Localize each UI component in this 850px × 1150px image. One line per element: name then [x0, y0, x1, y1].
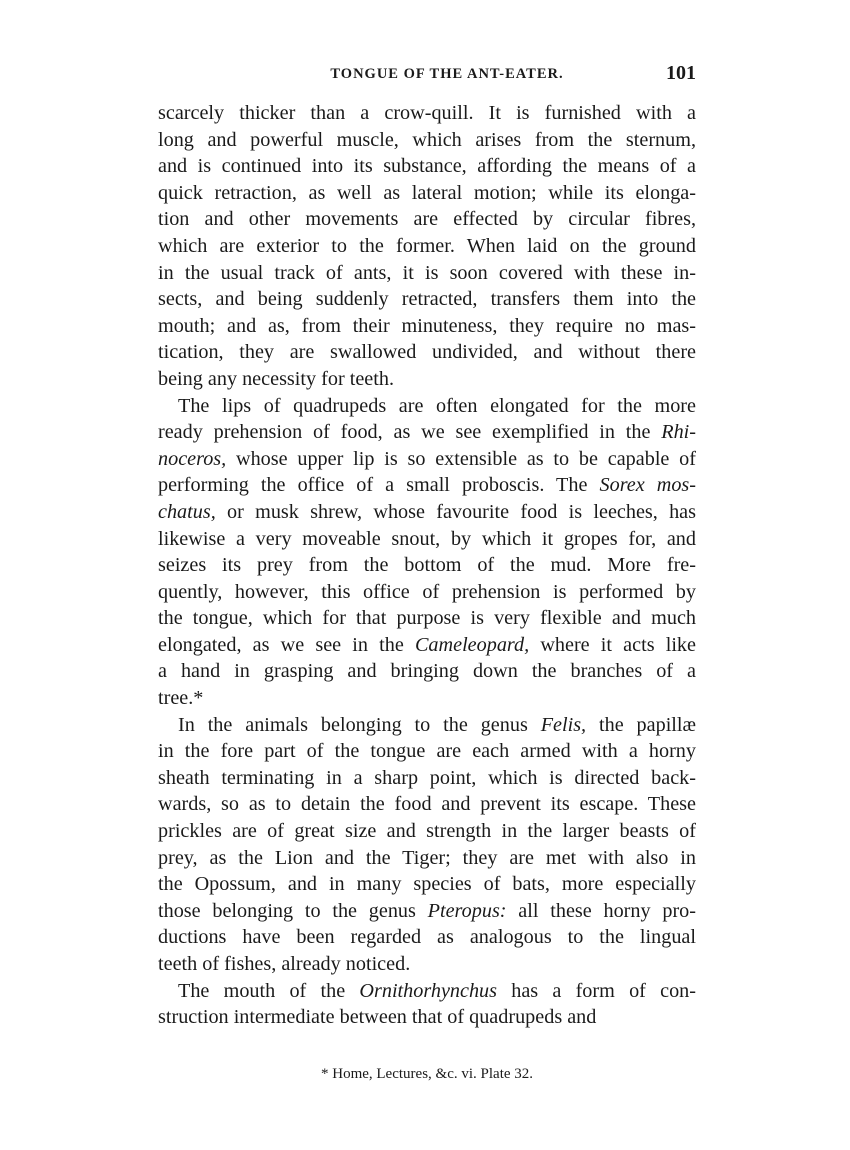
page-number: 101 — [666, 62, 696, 84]
text-line — [158, 499, 696, 526]
text-line: scarcely thicker than a crow-quill. It is furnished with a — [158, 102, 696, 124]
paragraph — [158, 712, 696, 978]
italic-term: Sorex mos- — [599, 474, 697, 497]
paragraph — [158, 100, 696, 393]
italic-term: Cameleopard, — [414, 633, 530, 656]
text-segment: The mouth of the — [178, 979, 360, 1002]
running-head — [158, 62, 696, 88]
text-line: in the usual track of ants, it is soon covered with these in- — [158, 261, 696, 284]
text-line: being any necessity for teeth. — [158, 367, 395, 390]
text-line: mouth; and as, from their minuteness, they require no mas- — [158, 314, 696, 337]
text-line: teeth of fishes, already noticed. — [158, 953, 411, 975]
text-segment: where it acts like — [529, 633, 696, 656]
italic-term: Ornithorhynchus — [359, 979, 497, 1002]
text-line: and is continued into its substance, affording the means of a — [158, 155, 696, 178]
italic-term: Felis, — [540, 713, 587, 736]
text-line: tion and other movements are effected by circular fibres, — [158, 208, 696, 231]
italic-term: chatus, — [158, 500, 216, 523]
text-segment: those belonging to the genus — [158, 899, 428, 922]
text-segment: elongated, as we see in the — [158, 633, 415, 656]
text-segment: the papillæ — [586, 713, 696, 736]
text-segment: or musk shrew, whose favourite food is leeches, has — [215, 500, 696, 523]
italic-term: Pteropus: — [427, 899, 507, 922]
text-line: ductions have been regarded as analogous to the lingual — [158, 926, 696, 949]
text-segment: all these horny pro- — [506, 899, 696, 922]
text-line: tication, they are swallowed undivided, and without there — [158, 341, 696, 364]
text-line: tree.* — [158, 687, 204, 710]
text-line: sects, and being suddenly retracted, transfers them into the — [158, 288, 696, 311]
text-line: long and powerful muscle, which arises from the sternum, — [158, 128, 696, 151]
text-line — [158, 446, 696, 473]
italic-term: noceros, — [158, 447, 227, 470]
paragraph — [158, 978, 696, 1031]
text-segment: has a form of con- — [497, 979, 696, 1002]
text-line: prey, as the Lion and the Tiger; they are met with also in — [158, 846, 696, 869]
text-line: likewise a very moveable snout, by which it gropes for, and — [158, 527, 696, 550]
footnote: * Home, Lectures, &c. vi. Plate 32. — [320, 1066, 534, 1082]
running-title: TONGUE OF THE ANT-EATER. — [330, 66, 564, 82]
text-line: prickles are of great size and strength in the larger beasts of — [158, 820, 696, 843]
paragraph — [158, 393, 696, 712]
text-line: seizes its prey from the bottom of the mud. More fre- — [158, 554, 696, 577]
text-line: in the fore part of the tongue are each armed with a horny — [158, 740, 696, 763]
text-line: The lips of quadrupeds are often elongated for the more — [178, 394, 696, 417]
text-line — [158, 472, 696, 499]
text-segment: performing the office of a small proboscis. The — [158, 474, 600, 497]
body-text — [158, 100, 696, 1031]
text-line: which are exterior to the former. When laid on the ground — [158, 234, 696, 257]
text-segment: whose upper lip is so extensible as to be capable of — [226, 447, 696, 470]
text-line: wards, so as to detain the food and prevent its escape. These — [158, 793, 696, 816]
text-line — [158, 632, 696, 659]
text-line — [158, 898, 696, 925]
italic-term: Rhi- — [661, 421, 696, 444]
text-segment: ready prehension of food, as we see exemplified in the — [158, 421, 662, 444]
text-line: struction intermediate between that of quadrupeds and — [158, 1006, 597, 1029]
text-line: quick retraction, as well as lateral motion; while its elonga- — [158, 181, 696, 204]
text-line: sheath terminating in a sharp point, which is directed back- — [158, 766, 696, 789]
text-line: quently, however, this office of prehension is performed by — [158, 580, 696, 603]
text-line — [158, 978, 696, 1005]
text-line: the Opossum, and in many species of bats, more especially — [158, 873, 696, 896]
text-line: the tongue, which for that purpose is very flexible and much — [158, 607, 696, 630]
text-line: a hand in grasping and bringing down the branches of a — [158, 660, 696, 683]
text-segment: In the animals belonging to the genus — [178, 713, 541, 736]
text-line — [158, 712, 696, 739]
text-line — [158, 419, 696, 446]
